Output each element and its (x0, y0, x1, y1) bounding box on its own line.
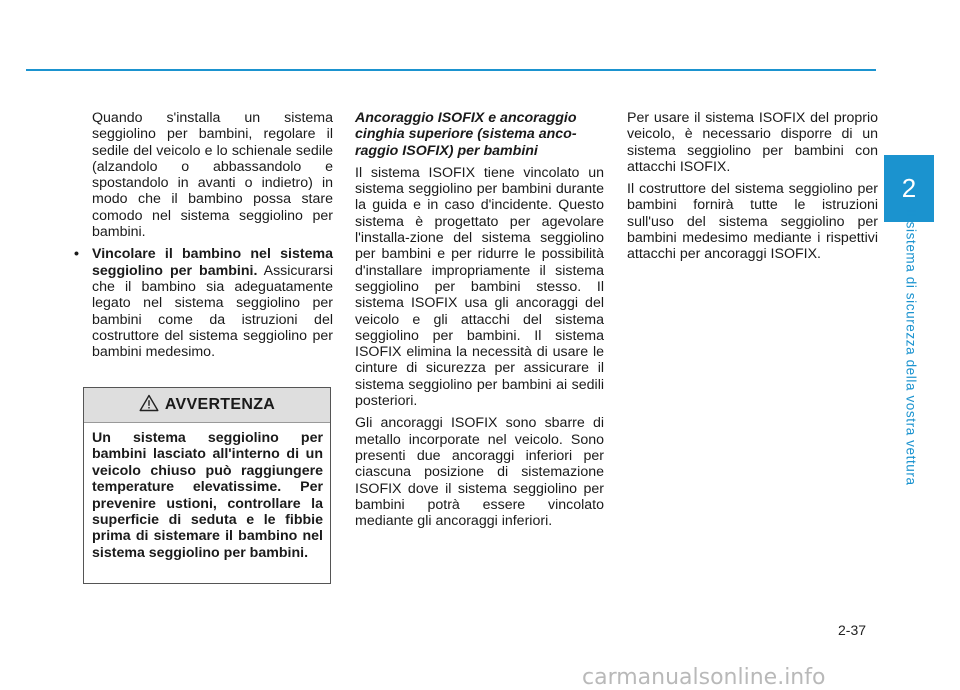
paragraph: Il sistema ISOFIX tiene vincolato un sistema seggiolino per bambini durante la guida e in caso d'incidente. Questo sistema è progettato per agevolare l'installa-zione del sistema seggiolino per bambini e per ridurre le possibilità d'installare impropriamente il sistema seggiolino per bambini stesso. Il sistema ISOFIX usa gli ancoraggi del veicolo e gli attacchi del sistema seggiolino per bambini. Il sistema ISOFIX elimina la necessità di usare le cinture di sicurezza per assicurare il sistema seggiolino per bambini ai sedili posteriori. (355, 164, 604, 410)
chapter-tab: 2 (884, 155, 934, 222)
warning-triangle-icon (139, 394, 159, 417)
warning-header (84, 388, 330, 423)
watermark: carmanualsonline.info (582, 665, 826, 690)
warning-box (83, 387, 331, 584)
paragraph: Il costruttore del sistema seggiolino per bambini fornirà tutte le istruzioni sull'uso del sistema seggiolino per bambini medesimo mediante i rispettivi attacchi per ancoraggi ISOFIX. (627, 181, 878, 263)
bullet-text: Assicurarsi che il bambino sia adeguatamente legato nel sistema seggiolino per bambini come da istruzioni del costruttore del sistema seggiolino per bambini medesimo. (92, 262, 333, 361)
section-heading: Ancoraggio ISOFIX e ancoraggio cinghia superiore (sistema anco-raggio ISOFIX) per bambini (355, 110, 577, 159)
paragraph: Gli ancoraggi ISOFIX sono sbarre di metallo incorporate nel veicolo. Sono presenti due ancoraggi inferiori per ciascuna posizione di sistemazione ISOFIX dove il sistema seggiolino per bambini potrà essere vincolato mediante gli ancoraggi inferiori. (355, 415, 604, 530)
chapter-title-vertical (896, 208, 926, 486)
header-rule (26, 69, 876, 71)
page-number: 2-37 (838, 622, 867, 638)
column-1 (74, 110, 333, 361)
bullet-item (74, 246, 333, 361)
bullet-marker: • (74, 246, 79, 263)
column-3 (627, 110, 878, 263)
warning-text: Un sistema seggiolino per bambini lasciato all'interno di un veicolo chiuso può raggiungere temperature elevatissime. Per prevenire ustioni, controllare la superficie di seduta e le fibbie prima di sistemare il bambino nel sistema seggiolino per bambini. (92, 430, 323, 561)
bullet-bold-text: Vincolare il bambino nel sistema seggiolino per bambini. (92, 246, 333, 279)
paragraph: Quando s'installa un sistema seggiolino per bambini, regolare il sedile del veicolo e lo schienale sedile (alzandolo o abbassandolo e spostandolo in avanti o indietro) in modo che il bambino possa stare comodo nel sistema seggiolino per bambini. (92, 110, 333, 241)
chapter-title: Il sistema di sicurezza della vostra vettura (903, 208, 919, 486)
warning-title: AVVERTENZA (164, 396, 276, 413)
column-2 (355, 110, 604, 529)
paragraph: Per usare il sistema ISOFIX del proprio veicolo, è necessario disporre di un sistema seggiolino per bambini con attacchi ISOFIX. (627, 110, 878, 175)
